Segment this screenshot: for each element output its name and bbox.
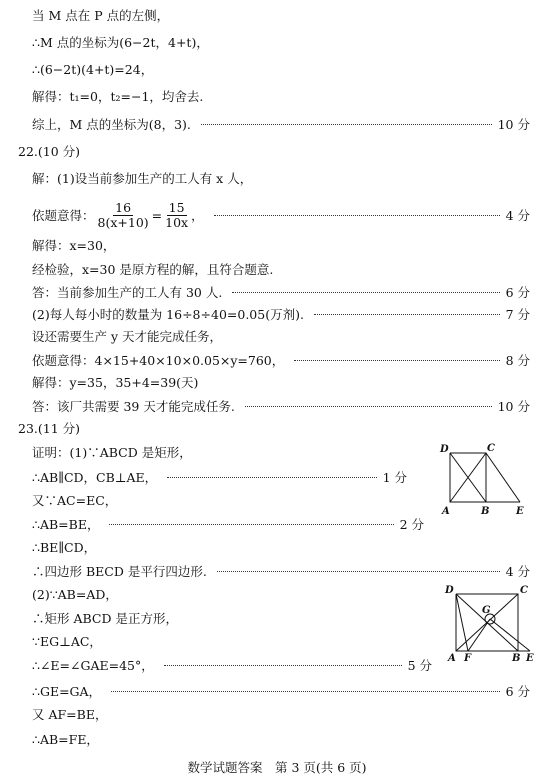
line-text: ∵EG⊥AC， [32, 634, 102, 649]
line-text: (2)∵AB=AD， [32, 587, 118, 602]
dot-leader [111, 691, 500, 692]
dot-leader [109, 524, 393, 525]
fraction [96, 201, 151, 230]
line-text: ∴∠E=∠GAE=45°， [32, 658, 154, 673]
line-text: ， [191, 208, 204, 223]
segment-ge [490, 619, 530, 651]
score-label: 5 分 [407, 658, 432, 673]
scored-line [32, 655, 432, 675]
scored-line [32, 514, 424, 534]
scored-line [32, 681, 530, 701]
line-text: ∴GE=GA， [32, 684, 102, 699]
point-label-c: C [487, 443, 495, 454]
scored-line [32, 467, 407, 487]
score-label: 1 分 [382, 470, 407, 485]
scored-line [32, 561, 530, 581]
score-label: 6 分 [505, 285, 530, 300]
point-label-e: E [516, 506, 524, 517]
point-label-b: B [512, 653, 521, 663]
line-text: ∴BE∥CD， [32, 540, 97, 555]
dot-leader [167, 477, 376, 478]
score-label: 7 分 [505, 307, 530, 322]
scored-line [32, 350, 530, 370]
line-text: 综上，M 点的坐标为(8，3). [32, 117, 191, 132]
segment-gf [468, 619, 490, 651]
point-label-g: G [482, 605, 491, 616]
dot-leader [314, 314, 500, 315]
dot-leader [217, 571, 500, 572]
geometry-figure-rectangle [436, 440, 530, 520]
line-text: 答：当前参加生产的工人有 30 人. [32, 285, 223, 300]
line-text: 答：该厂共需要 39 天才能完成任务. [32, 399, 235, 414]
segment-ce [486, 453, 520, 502]
dot-leader [164, 665, 402, 666]
line-text: ∴四边形 BECD 是平行四边形. [32, 564, 207, 579]
score-label: 10 分 [497, 117, 530, 132]
line-text: ∴AB∥CD，CB⊥AE， [32, 470, 158, 485]
score-label: 6 分 [505, 684, 530, 699]
point-label-a: A [442, 506, 450, 517]
dot-leader [294, 360, 499, 361]
fraction-denominator: 8(x+10) [97, 214, 149, 230]
scored-line [32, 304, 530, 324]
line-text: ∴(6−2t)(4+t)=24， [32, 62, 154, 77]
line-text: 依题意得：4×15+40×10×0.05×y=760， [32, 353, 285, 368]
fraction [163, 201, 190, 230]
equals-sign: = [151, 207, 163, 223]
scored-line [32, 114, 530, 134]
line-text: 证明：(1)∵ABCD 是矩形， [32, 445, 192, 460]
line-text: 经检验，x=30 是原方程的解，且符合题意. [32, 262, 274, 277]
score-label: 10 分 [497, 399, 530, 414]
dot-leader [201, 124, 492, 125]
dot-leader [232, 292, 499, 293]
scored-line [32, 282, 530, 302]
segment-df [456, 594, 468, 651]
scored-line [32, 396, 530, 416]
line-text: ∴AB=FE， [32, 732, 99, 747]
line-text: 解得：x=30， [32, 238, 116, 253]
fraction-numerator: 15 [168, 199, 185, 215]
line-text: (2)每人每小时的数量为 16÷8÷40=0.05(万剂). [32, 307, 304, 322]
question-number: 22.(10 分) [18, 144, 81, 159]
fraction-denominator: 10x [165, 214, 189, 230]
line-text: 解：(1)设当前参加生产的工人有 x 人， [32, 171, 253, 186]
line-text: ∴矩形 ABCD 是正方形， [32, 611, 178, 626]
point-label-d: D [440, 444, 449, 455]
fraction-numerator: 16 [115, 199, 132, 215]
point-label-c: C [520, 585, 528, 596]
point-label-f: F [464, 653, 472, 663]
line-text: 依题意得： [32, 208, 95, 223]
score-label: 8 分 [505, 353, 530, 368]
point-label-e: E [526, 653, 534, 663]
line-text: 又 AF=BE， [32, 707, 108, 722]
point-label-a: A [448, 653, 456, 663]
page-footer: 数学试题答案 第 3 页(共 6 页) [187, 760, 367, 775]
question-number: 23.(11 分) [18, 421, 81, 436]
line-text: ∴AB=BE， [32, 517, 100, 532]
line-text: 设还需要生产 y 天才能完成任务， [32, 329, 223, 344]
geometry-figure-square [440, 583, 534, 663]
score-label: 4 分 [505, 208, 530, 223]
dot-leader [214, 215, 500, 216]
line-text: 又∵AC=EC， [32, 493, 118, 508]
score-label: 4 分 [505, 564, 530, 579]
line-text: 解得：y=35，35+4=39(天) [32, 375, 199, 390]
line-text: 当 M 点在 P 点的左侧， [32, 8, 170, 23]
score-label: 2 分 [399, 517, 424, 532]
line-text: 解得：t₁=0，t₂=−1，均舍去. [32, 89, 204, 104]
line-text: ∴M 点的坐标为(6−2t，4+t)， [32, 35, 209, 50]
point-label-d: D [445, 585, 454, 596]
point-label-b: B [481, 506, 490, 517]
dot-leader [245, 406, 492, 407]
scored-line [32, 200, 530, 230]
